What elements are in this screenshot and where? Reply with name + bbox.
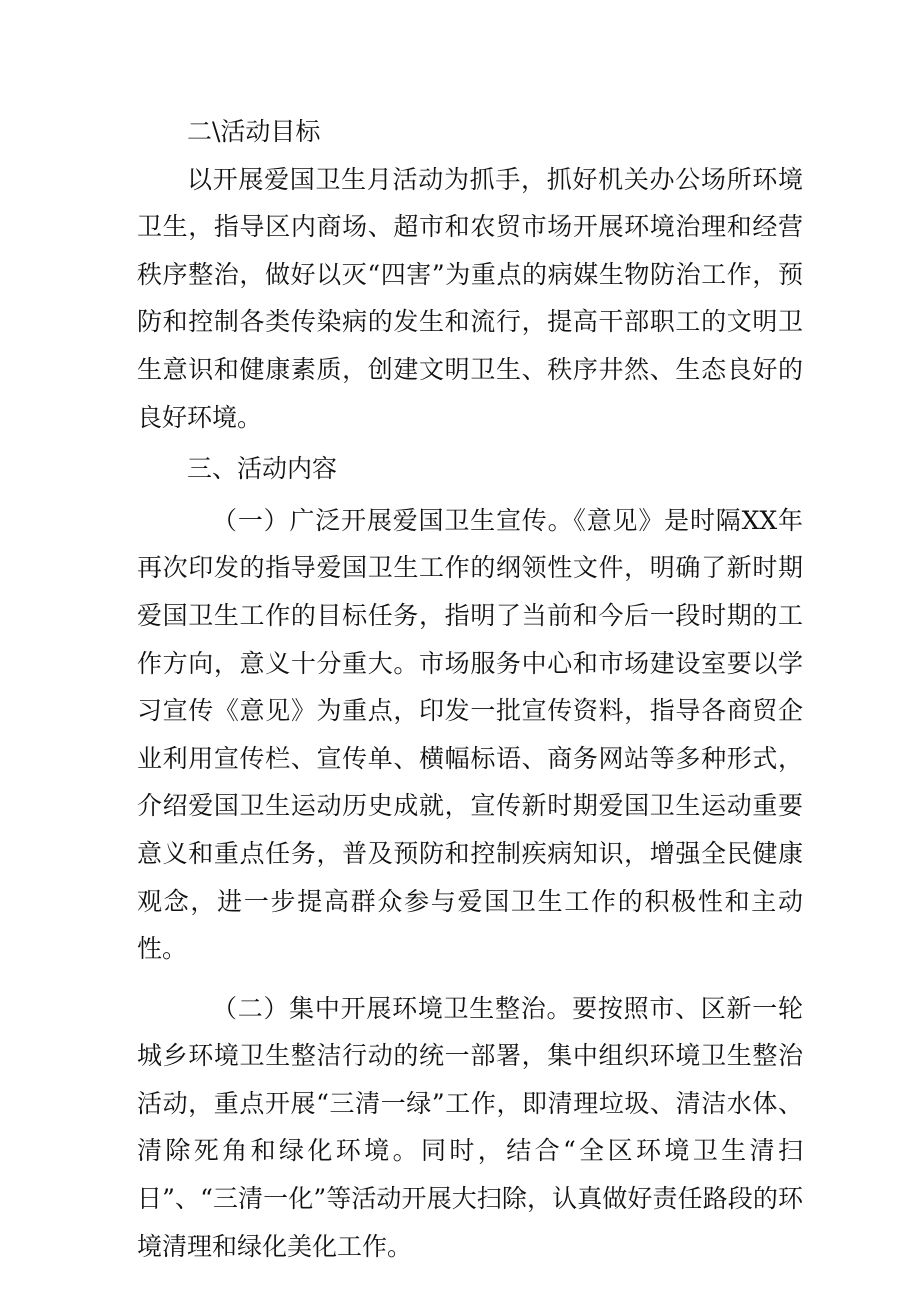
paragraph-item-1: （一）广泛开展爱国卫生宣传。《意见》是时隔XX年再次印发的指导爱国卫生工作的纲领性文件，明确了新时期爱国卫生工作的目标任务，指明了当前和今后一段时期的工作方向，意义十分重大。市场服务中心和市场建设室要以学习宣传《意见》为重点，印发一批宣传资料，指导各商贸企业利用宣传栏、宣传单、横幅标语、商务网站等多种形式，介绍爱国卫生运动历史成就，宣传新时期爱国卫生运动重要意义和重点任务，普及预防和控制疾病知识，增强全民健康观念，进一步提高群众参与爱国卫生工作的积极性和主动性。: [137, 505, 803, 964]
section-heading-goals: 二\活动目标: [187, 117, 321, 146]
section-heading-content: 三、活动内容: [187, 454, 338, 484]
document-body: [137, 108, 803, 1270]
paragraph-goals: 以开展爱国卫生月活动为抓手，抓好机关办公场所环境卫生，指导区内商场、超市和农贸市场开展环境治理和经营秩序整治，做好以灭“四害”为重点的病媒生物防治工作，预防和控制各类传染病的发生和流行，提高干部职工的文明卫生意识和健康素质，创建文明卫生、秩序井然、生态良好的良好环境。: [137, 164, 803, 432]
spacer: [137, 973, 803, 985]
paragraph-item-2: （二）集中开展环境卫生整治。要按照市、区新一轮城乡环境卫生整洁行动的统一部署，集中组织环境卫生整治活动，重点开展“三清一绿”工作，即清理垃圾、清洁水体、清除死角和绿化环境。同时，结合“全区环境卫生清扫日”、“三清一化”等活动开展大扫除，认真做好责任路段的环境清理和绿化美化工作。: [137, 993, 803, 1261]
